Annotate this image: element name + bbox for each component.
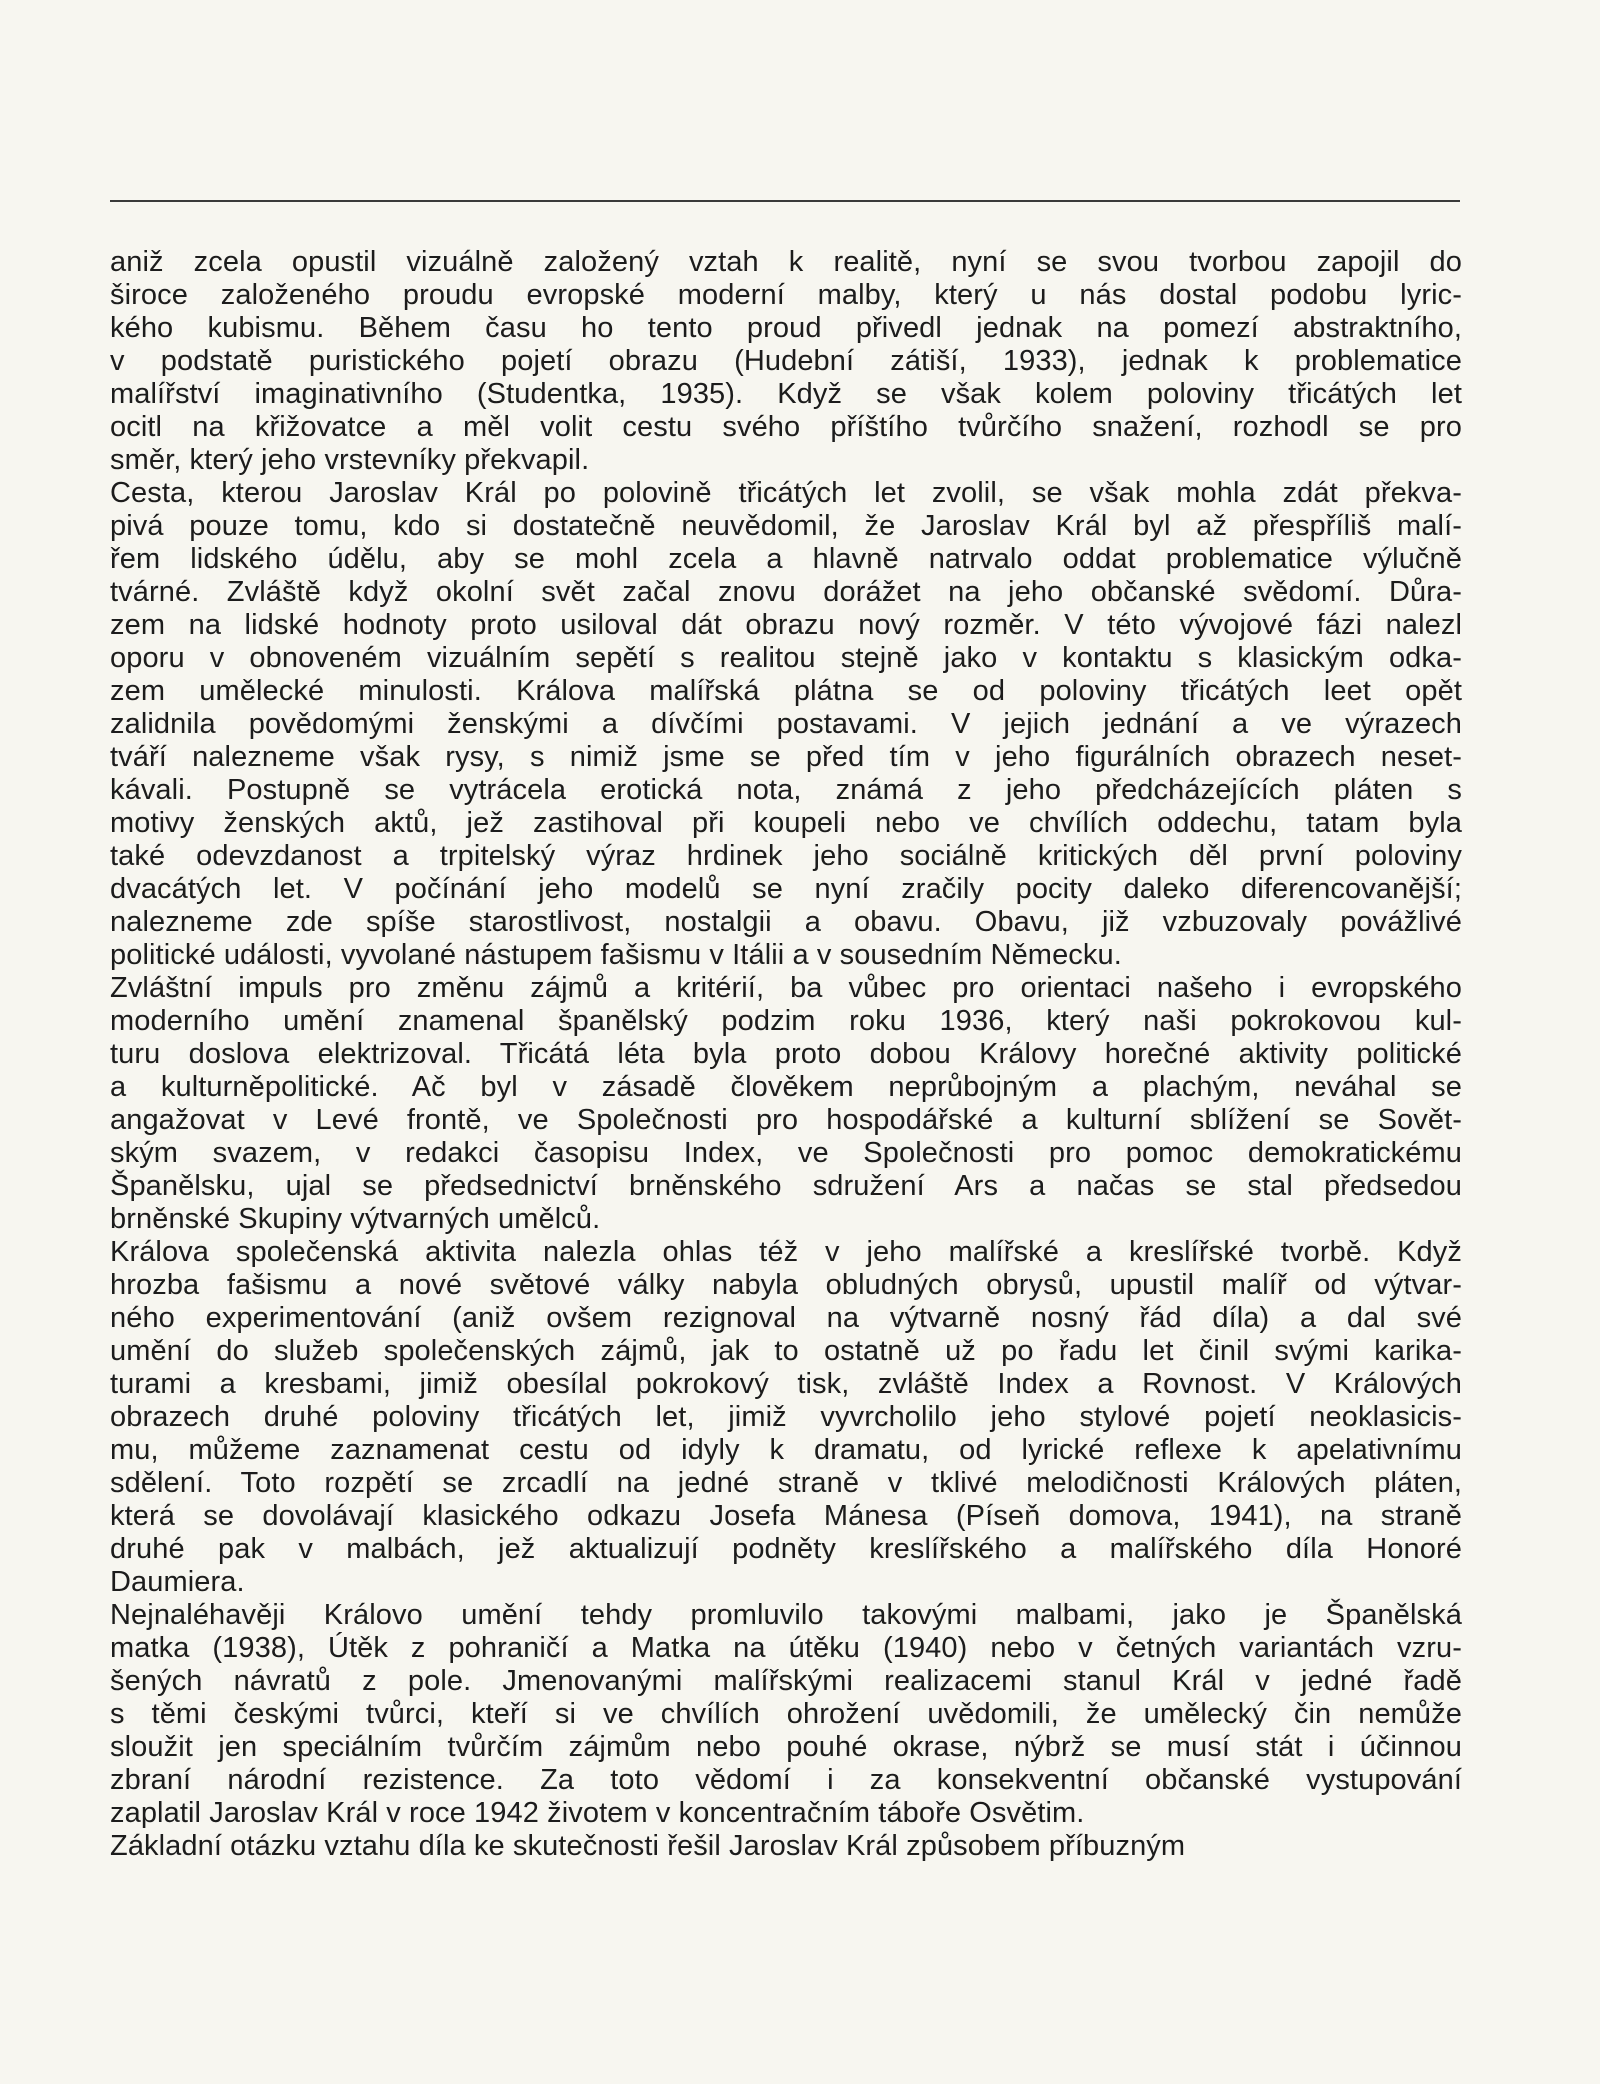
text-line: malířství imaginativního (Studentka, 1935). Když se však kolem poloviny třicátých let [110,378,1462,410]
text-line: brněnské Skupiny výtvarných umělců. [110,1203,601,1235]
text-line: kávali. Postupně se vytrácela erotická nota, známá z jeho předcházejících pláten s [110,774,1462,806]
text-line: motivy ženských aktů, jež zastihoval při koupeli nebo ve chvílích oddechu, tatam byla [110,807,1462,839]
text-line: tvárné. Zvláště když okolní svět začal znovu dorážet na jeho občanské svědomí. Důra- [110,576,1462,608]
paragraph [110,477,1462,972]
text-line: také odevzdanost a trpitelský výraz hrdinek jeho sociálně kritických děl první poloviny [110,840,1462,872]
text-line: tváří nalezneme však rysy, s nimiž jsme se před tím v jeho figurálních obrazech neset- [110,741,1462,773]
paragraph [110,246,1462,477]
text-line: Nejnaléhavěji Královo umění tehdy promluvilo takovými malbami, jako je Španělská [110,1599,1462,1631]
text-line: Základní otázku vztahu díla ke skutečnosti řešil Jaroslav Král způsobem příbuzným [110,1830,1186,1862]
paragraph [110,1830,1462,1863]
text-line: zem na lidské hodnoty proto usiloval dát obrazu nový rozměr. V této vývojové fázi nalezl [110,609,1462,641]
text-line: směr, který jeho vrstevníky překvapil. [110,444,590,476]
text-line: druhé pak v malbách, jež aktualizují podněty kreslířského a malířského díla Honoré [110,1533,1462,1565]
text-line: umění do služeb společenských zájmů, jak to ostatně už po řadu let činil svými karika- [110,1335,1462,1367]
text-line: zem umělecké minulosti. Králova malířská plátna se od poloviny třicátých leet opět [110,675,1462,707]
text-line: a kulturněpolitické. Ač byl v zásadě člověkem neprůbojným a plachým, neváhal se [110,1071,1462,1103]
text-line: sdělení. Toto rozpětí se zrcadlí na jedné straně v tklivé melodičnosti Králových pláten, [110,1467,1462,1499]
text-line: ného experimentování (aniž ovšem rezignoval na výtvarně nosný řád díla) a dal své [110,1302,1462,1334]
text-line: zbraní národní rezistence. Za toto vědomí i za konsekventní občanské vystupování [110,1764,1462,1796]
text-line: která se dovolávají klasického odkazu Josefa Mánesa (Píseň domova, 1941), na straně [110,1500,1462,1532]
text-line: aniž zcela opustil vizuálně založený vztah k realitě, nyní se svou tvorbou zapojil do [110,246,1462,278]
paragraph [110,972,1462,1236]
text-line: dvacátých let. V počínání jeho modelů se nyní zračily pocity daleko diferencovanější; [110,873,1462,905]
text-line: v podstatě puristického pojetí obrazu (Hudební zátiší, 1933), jednak k problematice [110,345,1462,377]
text-line: Cesta, kterou Jaroslav Král po polovině třicátých let zvolil, se však mohla zdát překva- [110,477,1462,509]
paragraph [110,1599,1462,1830]
body-text [110,246,1462,1863]
text-line: politické události, vyvolané nástupem fašismu v Itálii a v sousedním Německu. [110,939,1122,971]
text-line: turu doslova elektrizoval. Třicátá léta byla proto dobou Královy horečné aktivity politické [110,1038,1462,1070]
text-line: Zvláštní impuls pro změnu zájmů a kritérií, ba vůbec pro orientaci našeho i evropského [110,972,1462,1004]
text-line: řem lidského údělu, aby se mohl zcela a hlavně natrvalo oddat problematice výlučně [110,543,1462,575]
text-line: Králova společenská aktivita nalezla ohlas též v jeho malířské a kreslířské tvorbě. Když [110,1236,1462,1268]
text-line: angažovat v Levé frontě, ve Společnosti pro hospodářské a kulturní sblížení se Sovět- [110,1104,1462,1136]
top-rule [110,200,1460,202]
text-line: zaplatil Jaroslav Král v roce 1942 životem v koncentračním táboře Osvětim. [110,1797,1085,1829]
text-line: pivá pouze tomu, kdo si dostatečně neuvědomil, že Jaroslav Král byl až přespříliš malí- [110,510,1462,542]
text-line: matka (1938), Útěk z pohraničí a Matka na útěku (1940) nebo v četných variantách vzru- [110,1632,1462,1664]
text-line: ocitl na křižovatce a měl volit cestu svého příštího tvůrčího snažení, rozhodl se pro [110,411,1462,443]
text-line: hrozba fašismu a nové světové války nabyla obludných obrysů, upustil malíř od výtvar- [110,1269,1462,1301]
text-line: sloužit jen speciálním tvůrčím zájmům nebo pouhé okrase, nýbrž se musí stát i účinnou [110,1731,1462,1763]
text-line: oporu v obnoveném vizuálním sepětí s realitou stejně jako v kontaktu s klasickým odka- [110,642,1462,674]
text-line: moderního umění znamenal španělský podzim roku 1936, který naši pokrokovou kul- [110,1005,1462,1037]
text-line: šených návratů z pole. Jmenovanými malířskými realizacemi stanul Král v jedné řadě [110,1665,1462,1697]
text-line: mu, můžeme zaznamenat cestu od idyly k dramatu, od lyrické reflexe k apelativnímu [110,1434,1462,1466]
text-line: Španělsku, ujal se předsednictví brněnského sdružení Ars a načas se stal předsedou [110,1170,1462,1202]
text-line: s těmi českými tvůrci, kteří si ve chvílích ohrožení uvědomili, že umělecký čin nemůže [110,1698,1462,1730]
text-line: kého kubismu. Během času ho tento proud přivedl jednak na pomezí abstraktního, [110,312,1462,344]
text-line: turami a kresbami, jimiž obesílal pokrokový tisk, zvláště Index a Rovnost. V Králových [110,1368,1462,1400]
text-line: Daumiera. [110,1566,245,1598]
text-line: zalidnila povědomými ženskými a dívčími postavami. V jejich jednání a ve výrazech [110,708,1462,740]
text-line: ským svazem, v redakci časopisu Index, ve Společnosti pro pomoc demokratickému [110,1137,1462,1169]
text-line: široce založeného proudu evropské moderní malby, který u nás dostal podobu lyric- [110,279,1462,311]
paragraph [110,1236,1462,1599]
text-line: obrazech druhé poloviny třicátých let, jimiž vyvrcholilo jeho stylové pojetí neoklasicis- [110,1401,1462,1433]
text-line: nalezneme zde spíše starostlivost, nostalgii a obavu. Obavu, již vzbuzovaly povážlivé [110,906,1462,938]
